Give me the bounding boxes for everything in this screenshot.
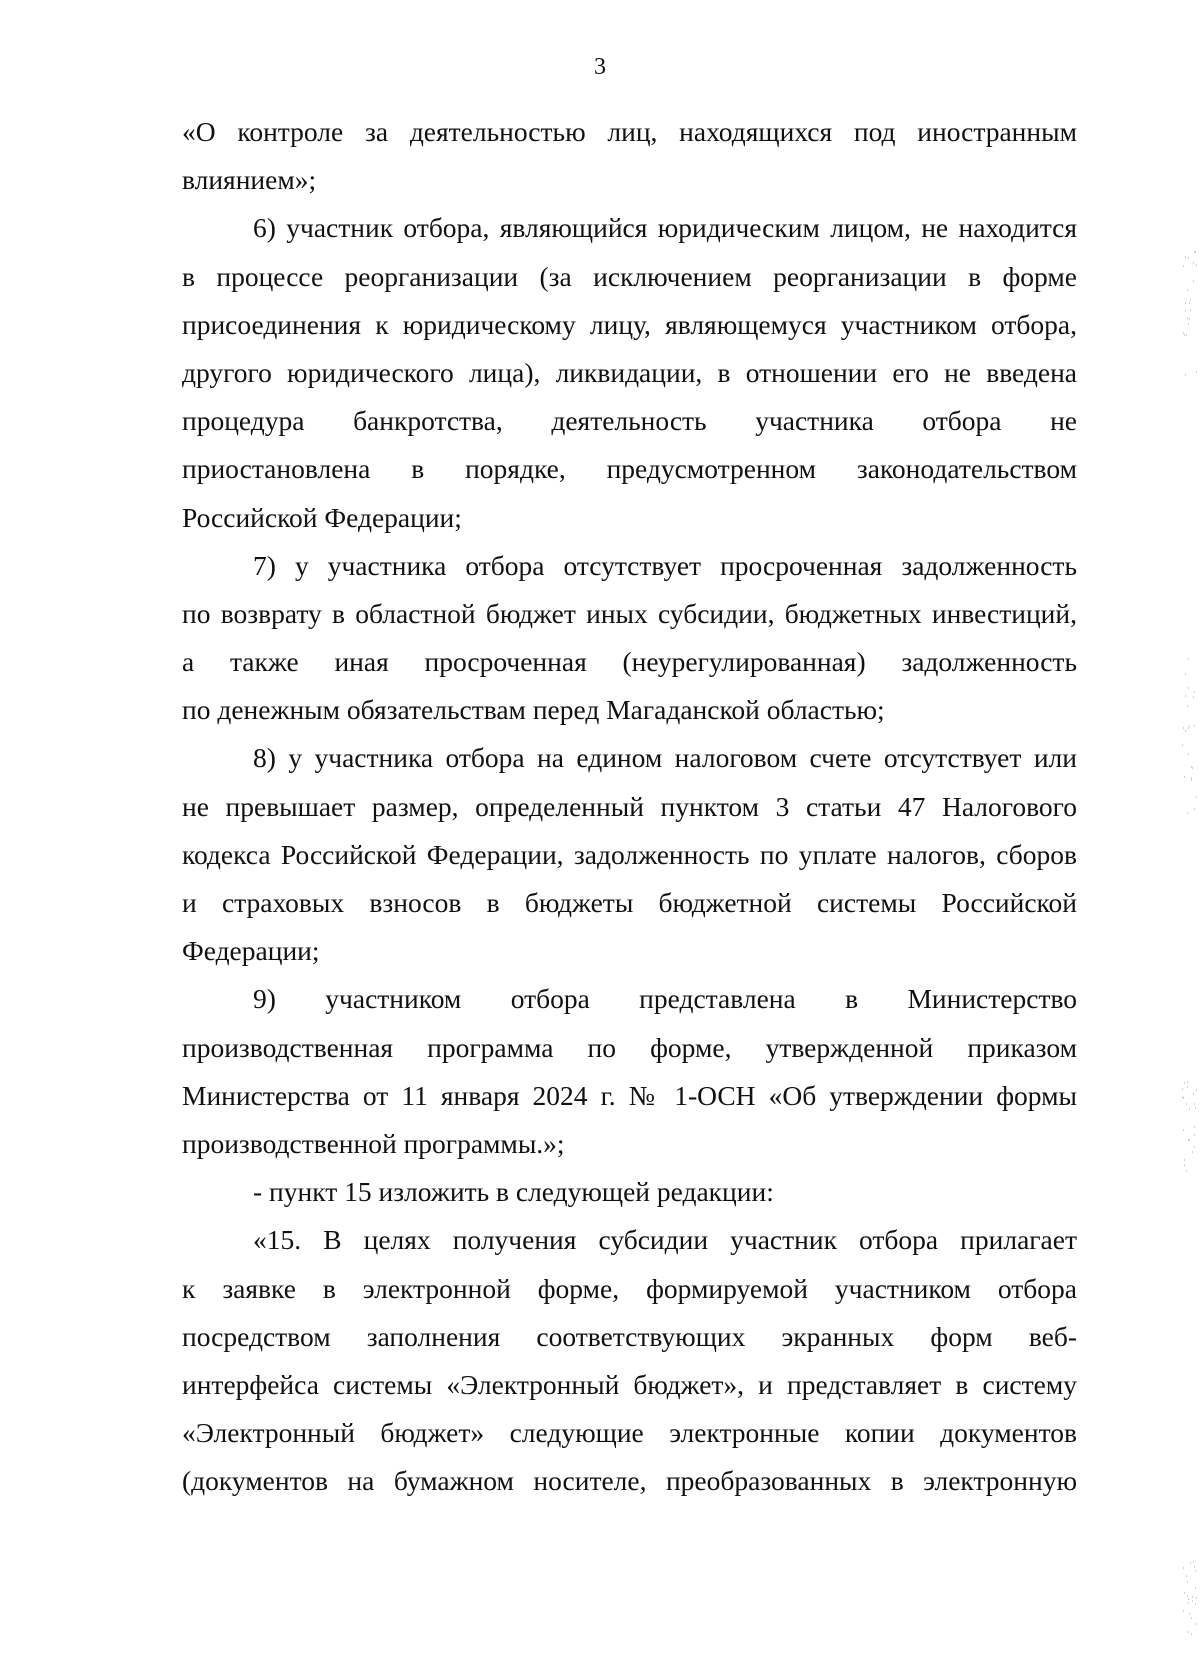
text-line: по возврату в областной бюджет иных субсидии, бюджетных инвестиций, xyxy=(182,597,1077,629)
text-line: производственная программа по форме, утвержденной приказом xyxy=(182,1031,1077,1063)
text-line: «О контроле за деятельностью лиц, находящихся под иностранным xyxy=(182,116,1077,147)
text-line: кодекса Российской Федерации, задолженность по уплате налогов, сборов xyxy=(182,838,1077,870)
text-line: 8) у участника отбора на едином налоговом счете отсутствует или xyxy=(253,742,1077,774)
text-line: (документов на бумажном носителе, преобразованных в электронную xyxy=(182,1465,1077,1497)
text-line: и страховых взносов в бюджеты бюджетной системы Российской xyxy=(182,887,1077,918)
text-line: интерфейса системы «Электронный бюджет», и представляет в систему xyxy=(182,1368,1077,1400)
text-line: а также иная просроченная (неурегулированная) задолженность xyxy=(182,646,1077,678)
text-line: в процессе реорганизации (за исключением реорганизации в форме xyxy=(182,260,1077,292)
text-line: процедура банкротства, деятельность участника отбора не xyxy=(182,405,1077,437)
text-line: 9) участником отбора представлена в Министерство xyxy=(253,983,1077,1015)
text-line: 7) у участника отбора отсутствует просроченная задолженность xyxy=(253,549,1077,581)
text-line: посредством заполнения соответствующих экранных форм веб- xyxy=(182,1320,1077,1352)
text-line: 6) участник отбора, являющийся юридическим лицом, не находится xyxy=(253,212,1077,244)
text-line: не превышает размер, определенный пунктом 3 статьи 47 Налогового xyxy=(182,790,1077,822)
text-line: «Электронный бюджет» следующие электронные копии документов xyxy=(182,1417,1077,1449)
text-line: другого юридического лица), ликвидации, в отношении его не введена xyxy=(182,356,1077,388)
text-line: Российской Федерации; xyxy=(182,501,462,533)
text-line: к заявке в электронной форме, формируемой участником отбора xyxy=(182,1272,1077,1304)
text-line: Федерации; xyxy=(182,935,320,967)
text-line: присоединения к юридическому лицу, являющемуся участником отбора, xyxy=(182,308,1077,340)
document-body xyxy=(182,108,1077,1505)
text-line: Министерства от 11 января 2024 г. № 1-ОСН «Об утверждении формы xyxy=(182,1079,1077,1111)
page-number: 3 xyxy=(594,54,606,80)
text-line: «15. В целях получения субсидии участник отбора прилагает xyxy=(253,1224,1077,1256)
text-line: приостановлена в порядке, предусмотренном законодательством xyxy=(182,453,1077,485)
scan-edge-noise xyxy=(1178,0,1200,1656)
text-line: производственной программы.»; xyxy=(182,1127,565,1159)
text-line: - пункт 15 изложить в следующей редакции: xyxy=(253,1176,774,1208)
text-line: влиянием»; xyxy=(182,164,317,196)
text-line: по денежным обязательствам перед Магаданской областью; xyxy=(182,694,885,726)
